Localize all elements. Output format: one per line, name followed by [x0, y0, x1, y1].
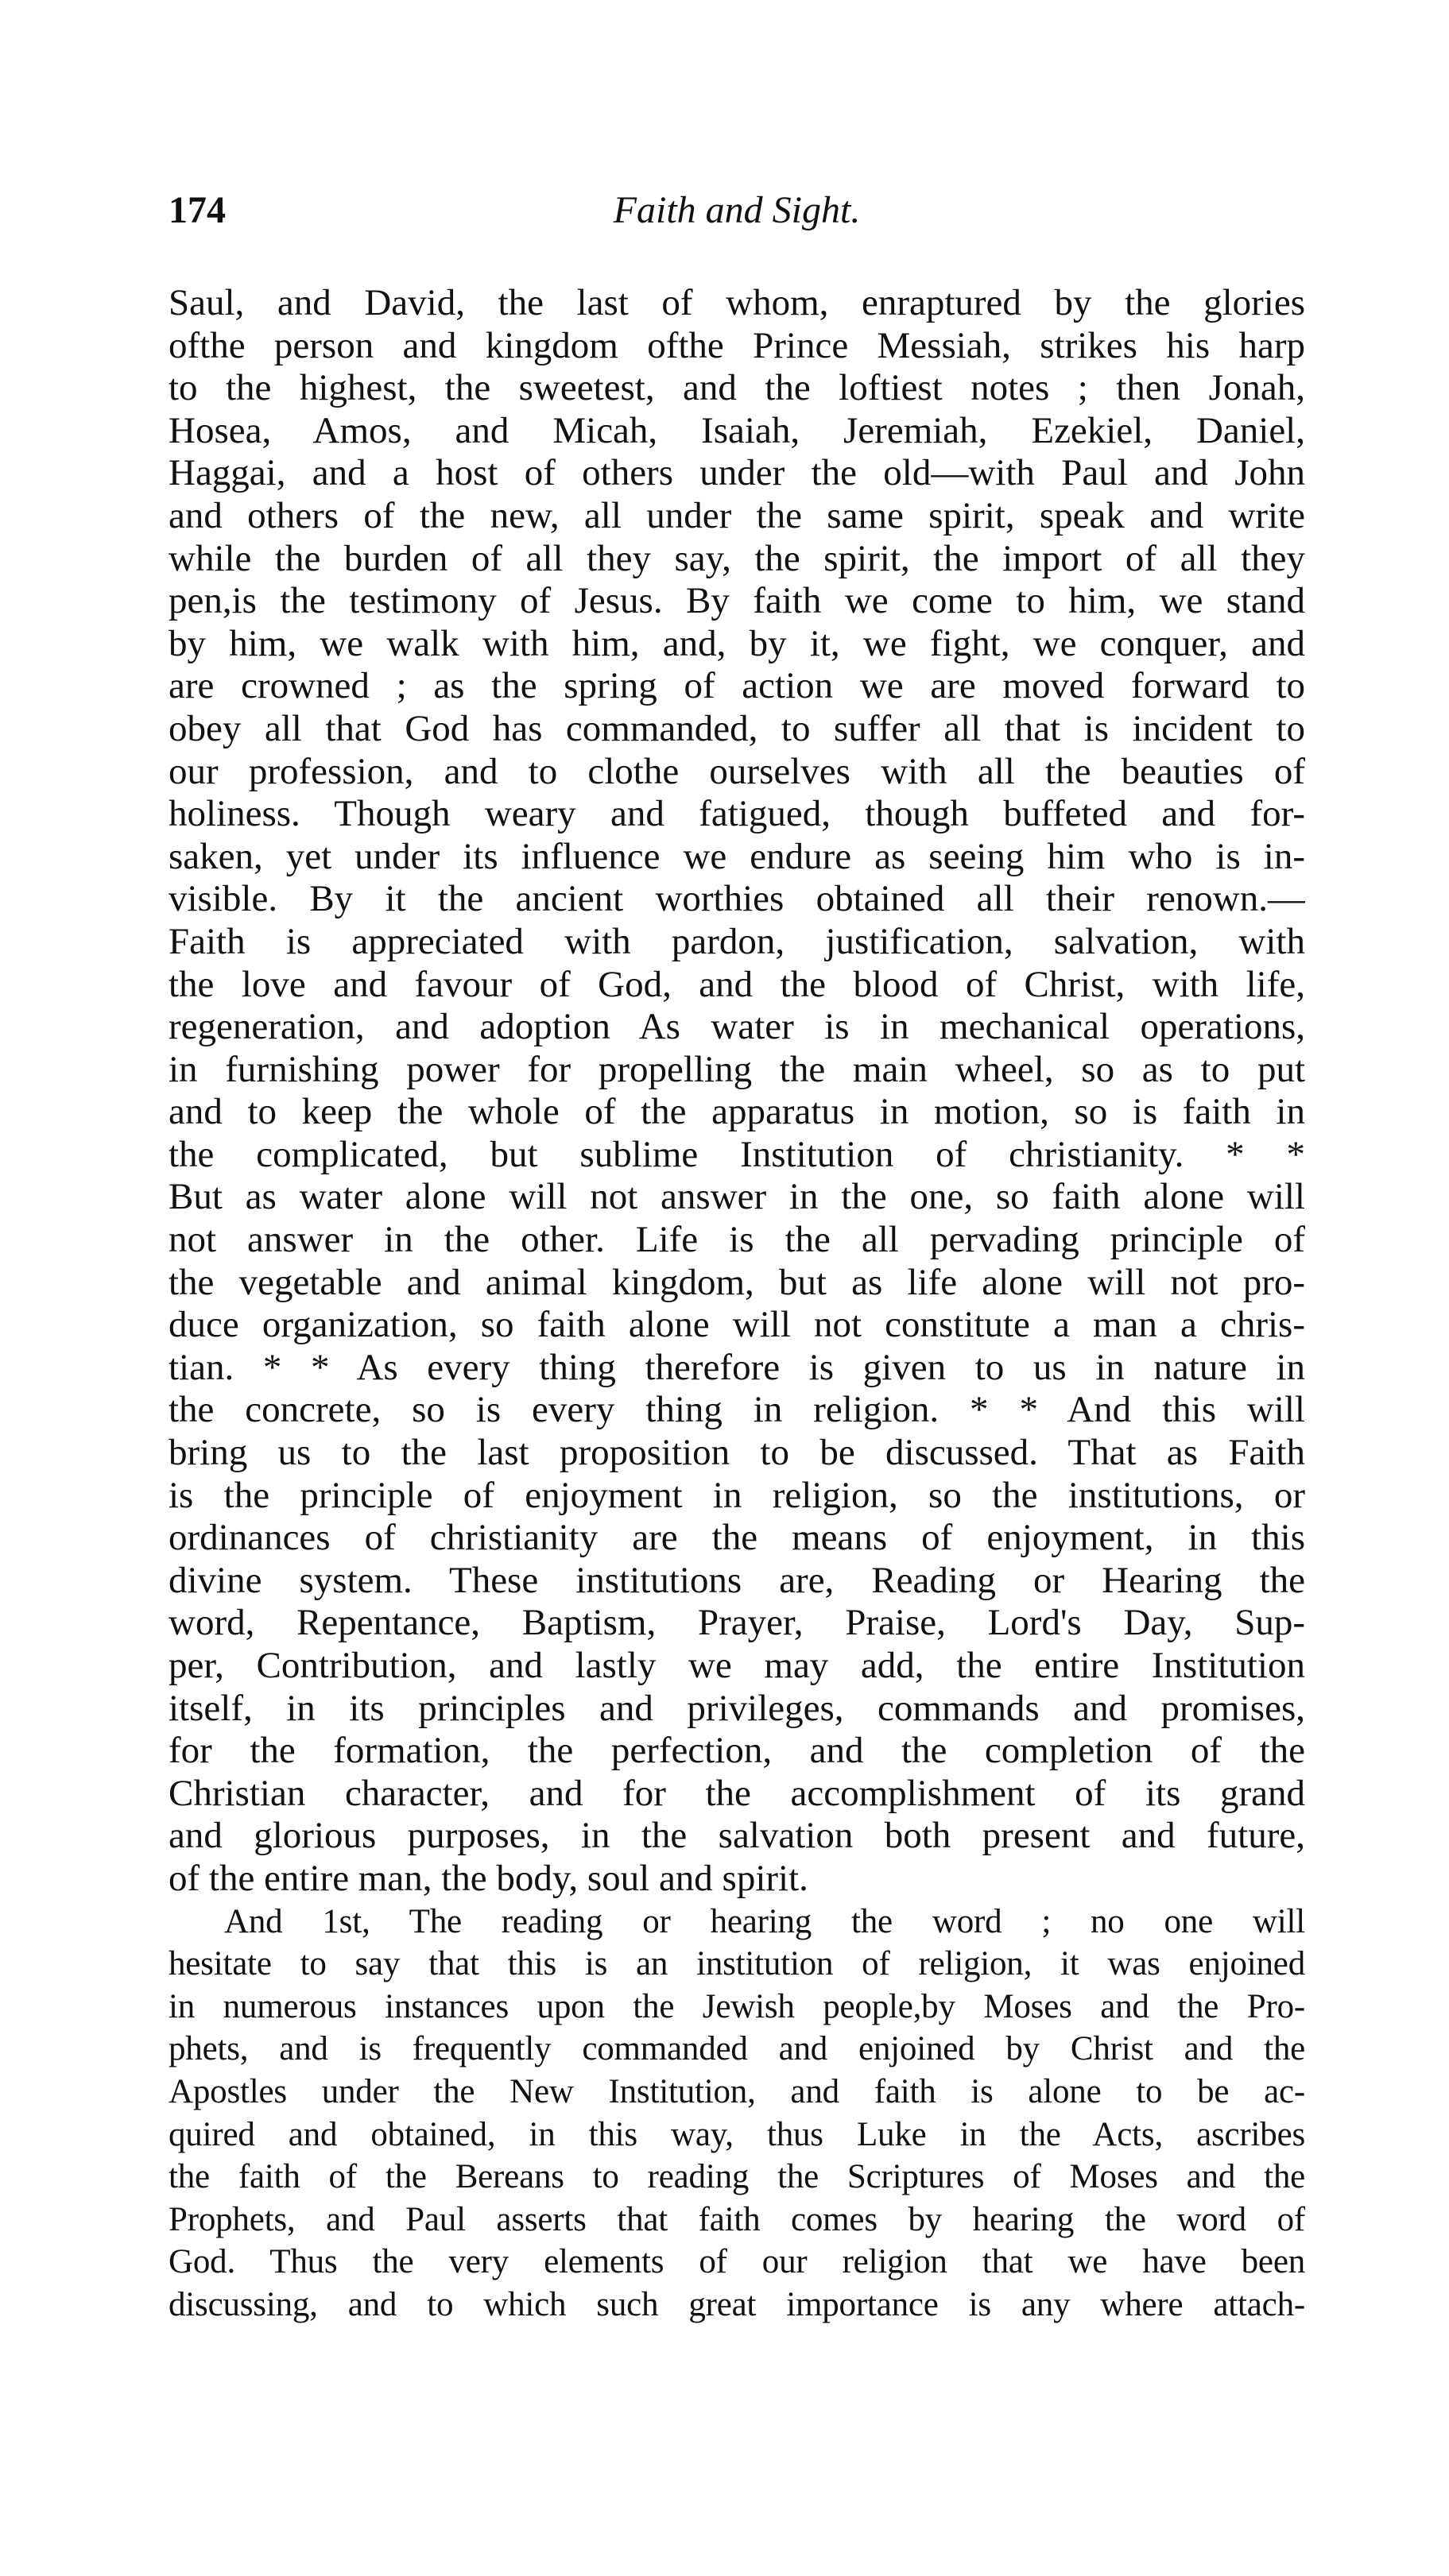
text-line: for the formation, the perfection, and the completion of the [169, 1730, 1305, 1772]
text-line: to the highest, the sweetest, and the loftiest notes ; then Jonah, [169, 367, 1305, 409]
text-line: and others of the new, all under the same spirit, speak and write [169, 494, 1305, 536]
text-line: Faith is appreciated with pardon, justification, salvation, with [169, 920, 1305, 962]
text-line: Apostles under the New Institution, and faith is alone to be ac- [169, 2072, 1305, 2110]
text-line: saken, yet under its influence we endure as seeing him who is in- [169, 835, 1305, 877]
text-line: pen,is the testimony of Jesus. By faith we come to him, we stand [169, 580, 1305, 622]
text-line: of the entire man, the body, soul and spirit. [169, 1857, 808, 1899]
text-line: and to keep the whole of the apparatus in motion, so is faith in [169, 1091, 1305, 1133]
text-line: the concrete, so is every thing in religion. * * And this will [169, 1389, 1305, 1431]
text-line: the complicated, but sublime Institution of christianity. * * [169, 1133, 1305, 1175]
text-line: phets, and is frequently commanded and enjoined by Christ and the [169, 2030, 1305, 2068]
running-head [169, 183, 1305, 238]
text-line: And 1st, The reading or hearing the word ; no one will [224, 1902, 1305, 1940]
text-line: in furnishing power for propelling the main wheel, so as to put [169, 1048, 1305, 1090]
text-line: discussing, and to which such great importance is any where attach- [169, 2285, 1305, 2323]
running-title: Faith and Sight. [613, 189, 861, 231]
text-line: Haggai, and a host of others under the old—with Paul and John [169, 452, 1305, 494]
text-line: duce organization, so faith alone will not constitute a man a chris- [169, 1304, 1305, 1346]
text-line: Hosea, Amos, and Micah, Isaiah, Jeremiah, Ezekiel, Daniel, [169, 409, 1305, 451]
text-line: and glorious purposes, in the salvation both present and future, [169, 1815, 1305, 1857]
body-text [169, 282, 1305, 2327]
text-line: quired and obtained, in this way, thus Luke in the Acts, ascribes [169, 2115, 1305, 2153]
text-line: hesitate to say that this is an institution of religion, it was enjoined [169, 1945, 1305, 1983]
text-line: regeneration, and adoption As water is in mechanical operations, [169, 1006, 1305, 1048]
text-line: our profession, and to clothe ourselves with all the beauties of [169, 750, 1305, 792]
text-line: per, Contribution, and lastly we may add, the entire Institution [169, 1645, 1305, 1686]
text-line: word, Repentance, Baptism, Prayer, Praise, Lord's Day, Sup- [169, 1602, 1305, 1644]
text-line: divine system. These institutions are, Reading or Hearing the [169, 1559, 1305, 1601]
text-line: by him, we walk with him, and, by it, we fight, we conquer, and [169, 622, 1305, 664]
text-line: Prophets, and Paul asserts that faith comes by hearing the word of [169, 2200, 1305, 2238]
text-line: tian. * * As every thing therefore is given to us in nature in [169, 1346, 1305, 1388]
text-line: the vegetable and animal kingdom, but as life alone will not pro- [169, 1261, 1305, 1303]
text-line: But as water alone will not answer in the one, so faith alone will [169, 1176, 1305, 1218]
text-line: Saul, and David, the last of whom, enraptured by the glories [169, 282, 1305, 323]
text-line: ordinances of christianity are the means of enjoyment, in this [169, 1517, 1305, 1559]
text-line: ofthe person and kingdom ofthe Prince Messiah, strikes his harp [169, 324, 1305, 366]
text-line: holiness. Though weary and fatigued, though buffeted and for- [169, 793, 1305, 835]
text-line: Christian character, and for the accomplishment of its grand [169, 1772, 1305, 1814]
text-line: God. Thus the very elements of our religion that we have been [169, 2243, 1305, 2281]
text-line: the love and favour of God, and the blood of Christ, with life, [169, 963, 1305, 1005]
text-line: are crowned ; as the spring of action we are moved forward to [169, 665, 1305, 707]
paragraph [169, 282, 1305, 1901]
text-line: bring us to the last proposition to be discussed. That as Faith [169, 1432, 1305, 1474]
text-line: not answer in the other. Life is the all pervading principle of [169, 1219, 1305, 1261]
text-line: visible. By it the ancient worthies obtained all their renown.— [169, 878, 1305, 920]
text-line: while the burden of all they say, the spirit, the import of all they [169, 537, 1305, 579]
text-line: in numerous instances upon the Jewish people,by Moses and the Pro- [169, 1987, 1305, 2025]
text-line: obey all that God has commanded, to suffer all that is incident to [169, 707, 1305, 749]
paragraph [169, 1901, 1305, 2327]
text-line: the faith of the Bereans to reading the Scriptures of Moses and the [169, 2158, 1305, 2196]
text-line: is the principle of enjoyment in religion, so the institutions, or [169, 1474, 1305, 1516]
page-number: 174 [169, 189, 226, 231]
text-line: itself, in its principles and privileges, commands and promises, [169, 1687, 1305, 1729]
